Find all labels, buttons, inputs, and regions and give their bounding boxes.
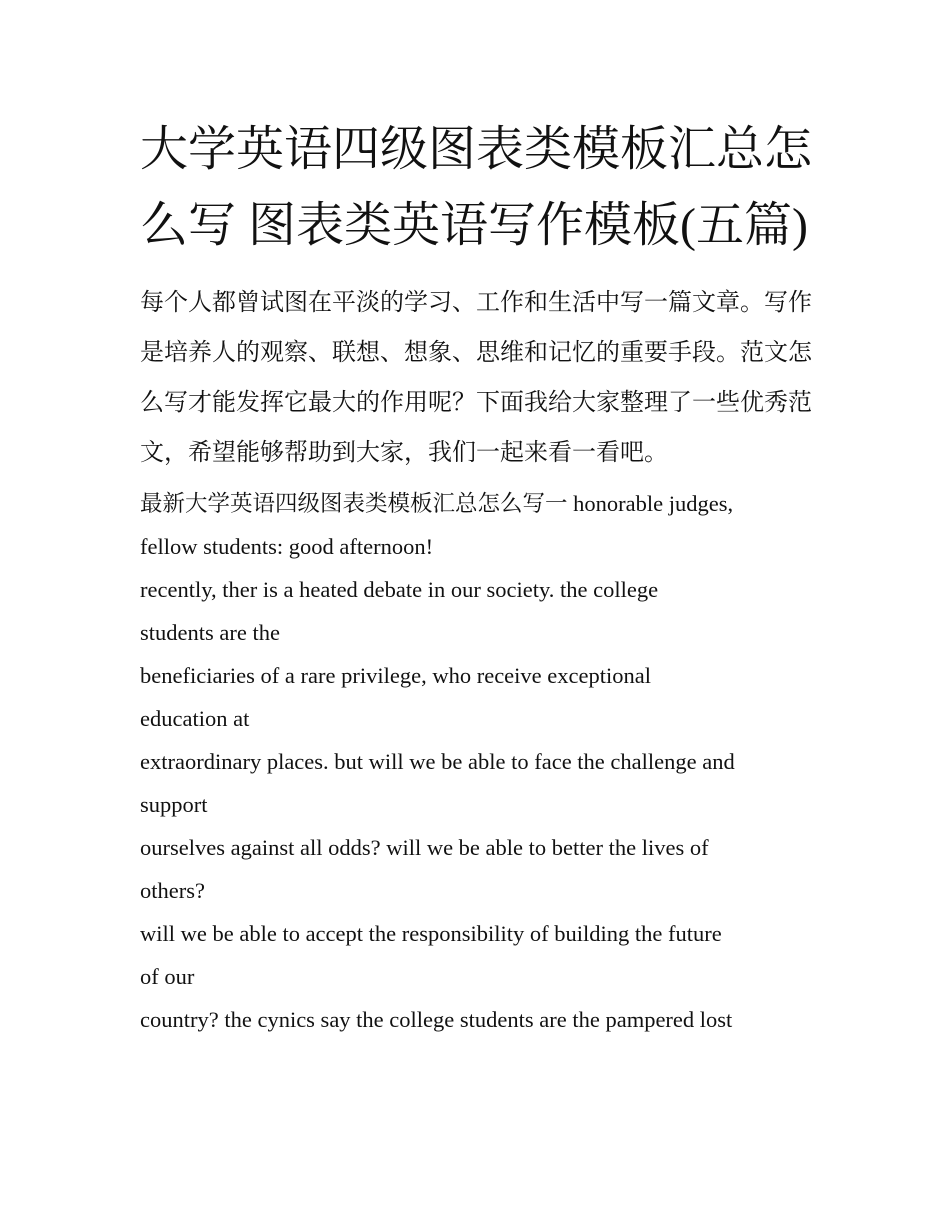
- body-line: of our: [140, 964, 195, 989]
- body-line: country? the cynics say the college students are the pampered lost: [140, 1007, 733, 1032]
- body-line: 最新大学英语四级图表类模板汇总怎么写一 honorable judges,: [140, 491, 734, 516]
- body-line: students are the: [140, 620, 280, 645]
- document-content: [140, 112, 820, 1041]
- body-line: support: [140, 792, 208, 817]
- document-title: 大学英语四级图表类模板汇总怎么写 图表类英语写作模板(五篇): [140, 123, 813, 252]
- body-line: ourselves against all odds? will we be able to better the lives of: [140, 835, 709, 860]
- body-line: education at: [140, 706, 250, 731]
- body-line: extraordinary places. but will we be able to face the challenge and: [140, 749, 735, 774]
- body-line: recently, ther is a heated debate in our society. the college: [140, 577, 659, 602]
- body-line: beneficiaries of a rare privilege, who receive exceptional: [140, 663, 651, 688]
- intro-paragraph: 每个人都曾试图在平淡的学习、工作和生活中写一篇文章。写作是培养人的观察、联想、想象、思维和记忆的重要手段。范文怎么写才能发挥它最大的作用呢？下面我给大家整理了一些优秀范文，希望能够帮助到大家，我们一起来看一看吧。: [140, 290, 812, 466]
- body-text: [140, 482, 820, 1041]
- body-line: others?: [140, 878, 205, 903]
- body-line: will we be able to accept the responsibility of building the future: [140, 921, 722, 946]
- body-line: fellow students: good afternoon!: [140, 534, 434, 559]
